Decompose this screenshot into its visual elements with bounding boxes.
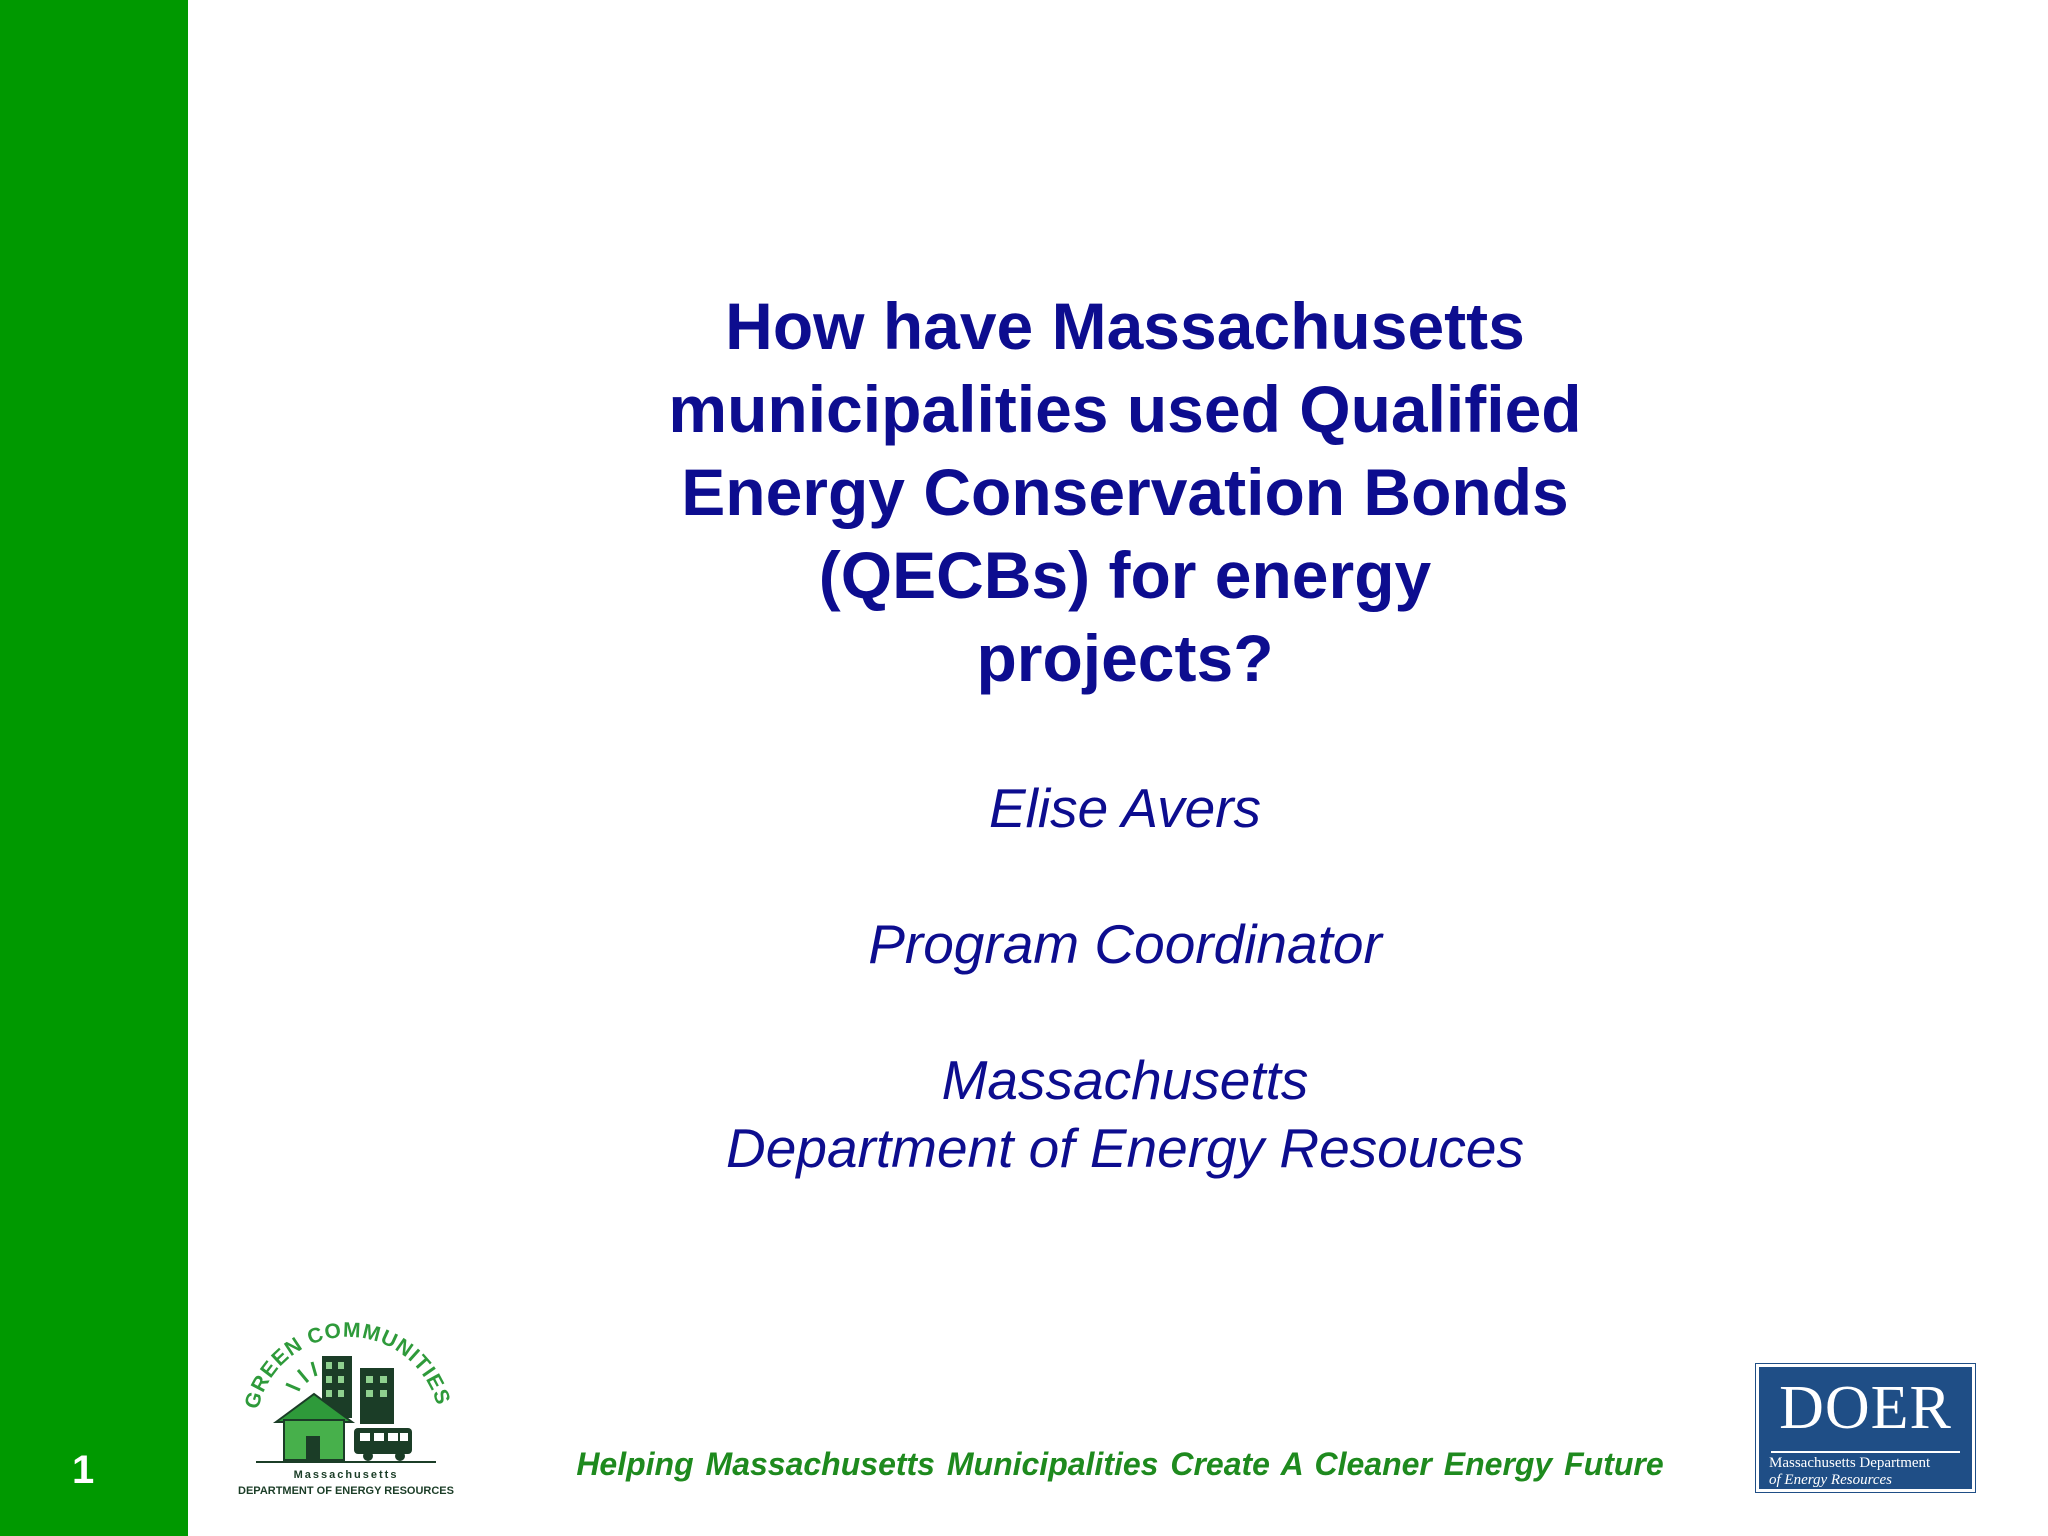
presenter-org-line1: Massachusetts — [941, 1049, 1309, 1111]
logo-text-line1: Massachusetts — [293, 1469, 399, 1481]
presenter-name: Elise Avers — [988, 777, 1262, 839]
slide-title — [560, 285, 1690, 700]
doer-caption-line1: Massachusetts Department — [1769, 1455, 1931, 1471]
doer-caption-line2: of Energy Resources — [1769, 1472, 1893, 1488]
green-sidebar — [0, 0, 188, 1536]
logo-text-line2: DEPARTMENT OF ENERGY RESOURCES — [238, 1485, 454, 1497]
logo-arc-text: GREEN COMMUNITIES — [240, 1318, 455, 1412]
doer-logo — [1756, 1364, 1975, 1492]
slide-number: 1 — [72, 1448, 95, 1492]
title-line: Energy Conservation Bonds — [681, 455, 1569, 529]
presenter-role: Program Coordinator — [868, 913, 1382, 975]
doer-caption — [1769, 1455, 1969, 1489]
footer-tagline: Helping Massachusetts Municipalities Create A Cleaner Energy Future — [576, 1446, 1664, 1482]
presenter-block — [560, 774, 1690, 1182]
title-line: How have Massachusetts — [725, 289, 1525, 363]
title-line: (QECBs) for energy — [818, 538, 1432, 612]
doer-mark: DOER — [1779, 1374, 1952, 1442]
green-communities-logo — [236, 1290, 456, 1502]
title-line: municipalities used Qualified — [668, 372, 1582, 446]
presenter-org-line2: Department of Energy Resouces — [726, 1117, 1524, 1179]
title-line: projects? — [976, 621, 1274, 695]
